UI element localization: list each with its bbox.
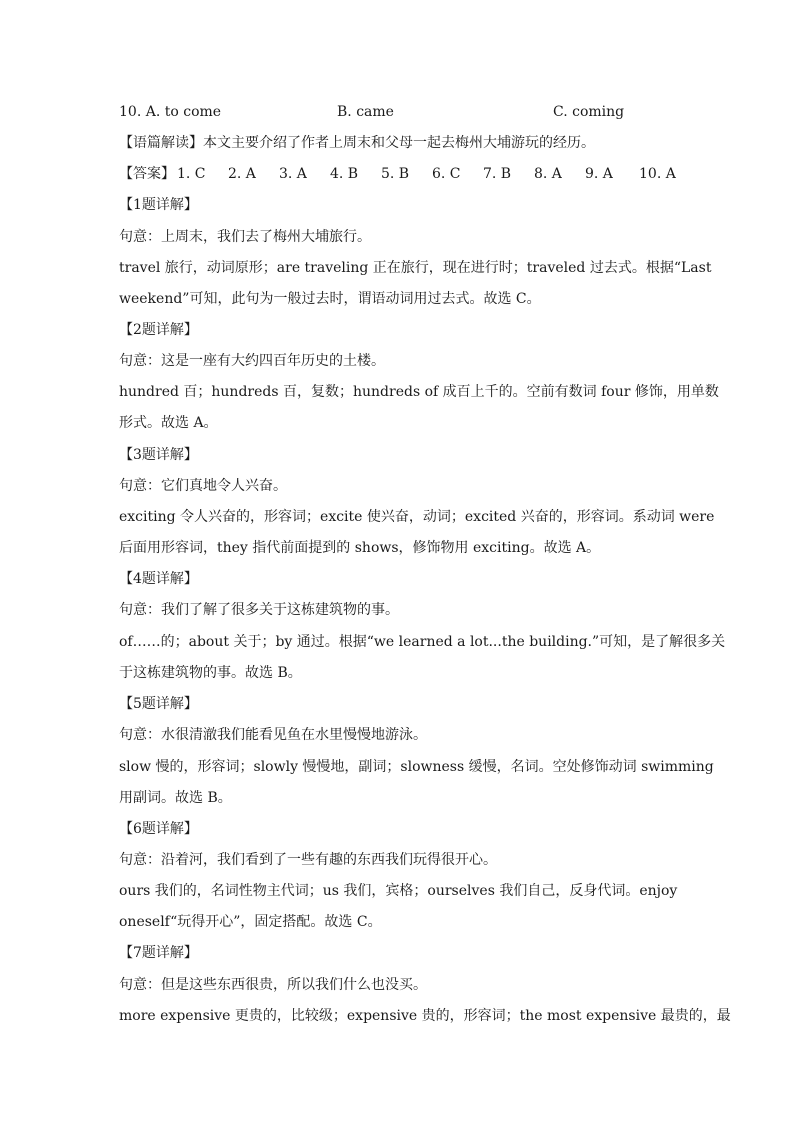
section-6-meaning: 句意：沿着河，我们看到了一些有趣的东西我们玩得很开心。: [119, 852, 497, 868]
option-a: 10. A. to come: [119, 104, 222, 120]
section-3-meaning: 句意：它们真地令人兴奋。: [119, 478, 287, 494]
answer-5: 5. B: [381, 166, 410, 182]
section-6-line-2: oneself“玩得开心”，固定搭配。故选 C。: [119, 914, 382, 930]
section-2-heading: 【2题详解】: [119, 322, 198, 338]
section-3-heading: 【3题详解】: [119, 447, 198, 463]
section-3-line-1: exciting 令人兴奋的，形容词；excite 使兴奋，动词；excited 兴奋的，形容词。系动词 were: [119, 509, 715, 525]
section-5-meaning: 句意：水很清澈我们能看见鱼在水里慢慢地游泳。: [119, 727, 427, 743]
section-2-meaning: 句意：这是一座有大约四百年历史的土楼。: [119, 353, 385, 369]
section-3-line-2: 后面用形容词，they 指代前面提到的 shows，修饰物用 exciting。故选 A。: [119, 540, 601, 556]
section-5-line-1: slow 慢的，形容词；slowly 慢慢地，副词；slowness 缓慢，名词。空处修饰动词 swimming: [119, 759, 714, 775]
passage-note: 【语篇解读】本文主要介绍了作者上周末和父母一起去梅州大埔游玩的经历。: [119, 135, 595, 151]
section-1-meaning: 句意：上周末，我们去了梅州大埔旅行。: [119, 229, 371, 245]
section-4-heading: 【4题详解】: [119, 571, 198, 587]
section-1-line-2: weekend”可知，此句为一般过去时，谓语动词用过去式。故选 C。: [119, 291, 541, 307]
section-1-heading: 【1题详解】: [119, 197, 198, 213]
section-7-heading: 【7题详解】: [119, 945, 198, 961]
section-5-heading: 【5题详解】: [119, 696, 198, 712]
section-2-line-2: 形式。故选 A。: [119, 415, 218, 431]
answer-10: 10. A: [639, 166, 676, 182]
answer-3: 3. A: [279, 166, 307, 182]
answer-7: 7. B: [483, 166, 512, 182]
answer-1: 1. C: [177, 166, 206, 182]
section-6-heading: 【6题详解】: [119, 821, 198, 837]
section-4-line-1: of……的；about 关于；by 通过。根据“we learned a lot...the building.”可知，是了解很多关: [119, 634, 726, 650]
section-5-line-2: 用副词。故选 B。: [119, 790, 232, 806]
section-2-line-1: hundred 百；hundreds 百，复数；hundreds of 成百上千的。空前有数词 four 修饰，用单数: [119, 384, 719, 400]
question-10-options: [119, 102, 679, 122]
answer-9: 9. A: [585, 166, 613, 182]
section-1-line-1: travel 旅行，动词原形；are traveling 正在旅行，现在进行时；traveled 过去式。根据“Last: [119, 260, 712, 276]
option-c: C. coming: [553, 104, 625, 120]
section-7-line-1: more expensive 更贵的，比较级；expensive 贵的，形容词；the most expensive 最贵的，最: [119, 1008, 731, 1024]
answer-2: 2. A: [228, 166, 256, 182]
answer-4: 4. B: [330, 166, 359, 182]
option-b: B. came: [337, 104, 394, 120]
answer-key-label: 【答案】: [119, 166, 175, 182]
section-4-line-2: 于这栋建筑物的事。故选 B。: [119, 665, 302, 681]
section-4-meaning: 句意：我们了解了很多关于这栋建筑物的事。: [119, 602, 399, 618]
answer-8: 8. A: [534, 166, 562, 182]
section-7-meaning: 句意：但是这些东西很贵，所以我们什么也没买。: [119, 977, 427, 993]
section-6-line-1: ours 我们的，名词性物主代词；us 我们，宾格；ourselves 我们自己，反身代词。enjoy: [119, 883, 678, 899]
answer-key-row: [119, 164, 679, 184]
answer-6: 6. C: [432, 166, 461, 182]
